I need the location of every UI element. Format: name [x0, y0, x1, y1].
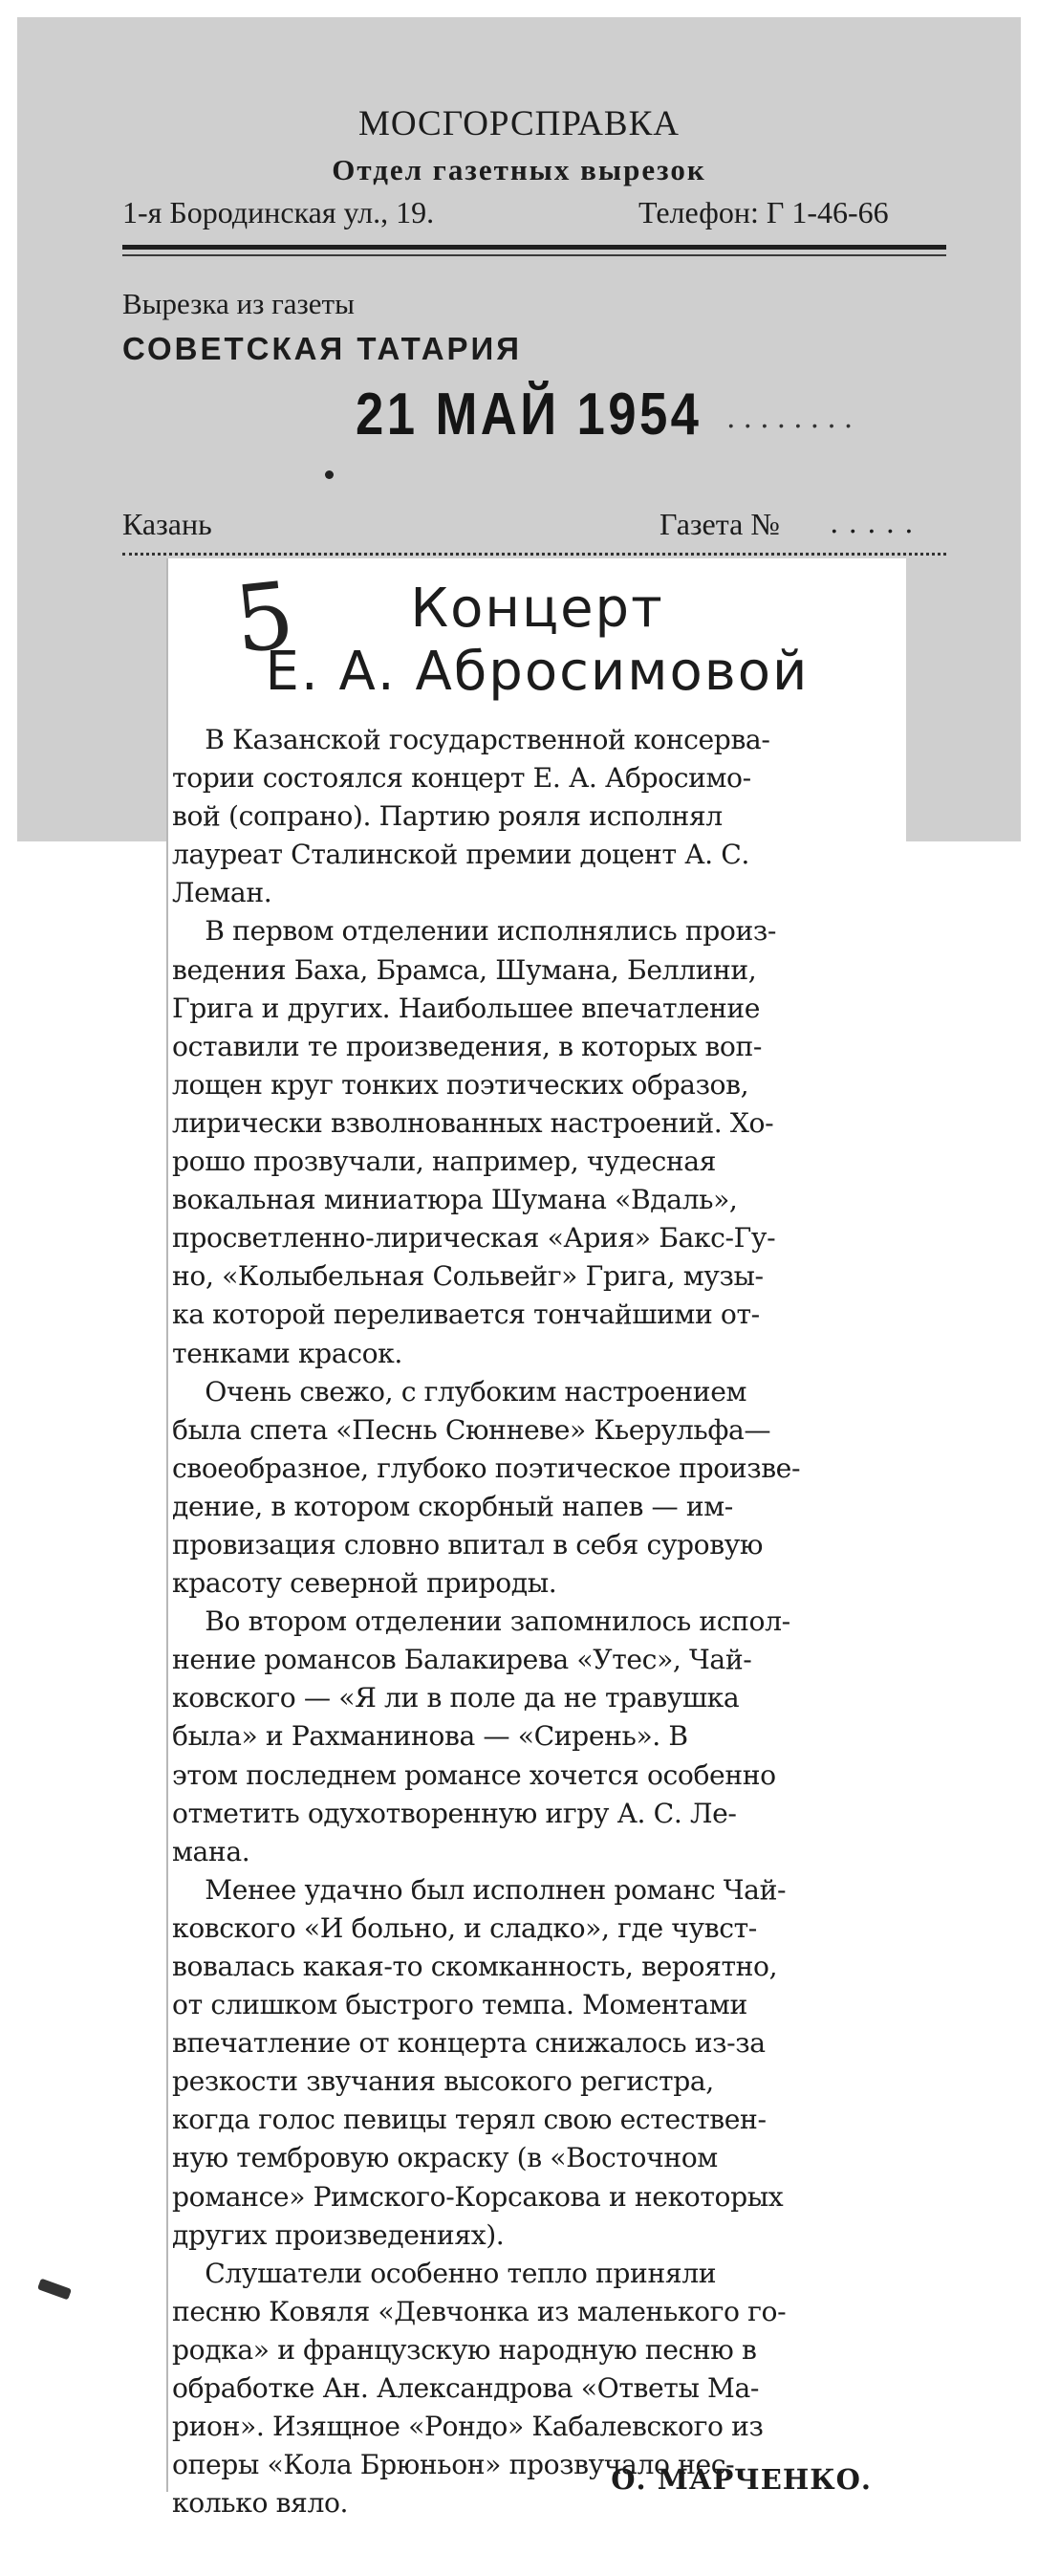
- article-line: лауреат Сталинской премии доцент А. С.: [172, 839, 749, 871]
- article-line: отметить одухотворенную игру А. С. Ле-: [172, 1797, 737, 1829]
- handwritten-clip-number: 5: [229, 561, 299, 674]
- article-line: лощен круг тонких поэтических образов,: [172, 1068, 749, 1101]
- article-line: тории состоялся концерт Е. А. Абросимо-: [172, 762, 751, 795]
- stamp-department: Отдел газетных вырезок: [332, 153, 706, 186]
- stamp-bottom-dotted-rule: [122, 553, 946, 556]
- article-line: дение, в котором скорбный напев — им-: [172, 1490, 733, 1522]
- stamp-cut-from-label: Вырезка из газеты: [122, 287, 355, 320]
- article-line: ную тембровую окраску (в «Восточном: [172, 2142, 718, 2174]
- article-line: но, «Колыбельная Сольвейг» Грига, музы-: [172, 1260, 764, 1293]
- article-line: Очень свежо, с глубоким настроением: [172, 1375, 747, 1408]
- stamp-gazeta-number-label: Газета №: [660, 507, 780, 541]
- article-title-line-1: Концерт: [410, 578, 664, 640]
- article-line: Слушатели особенно тепло приняли: [172, 2257, 717, 2289]
- stamp-newspaper-name: СОВЕТСКАЯ ТАТАРИЯ: [122, 331, 522, 366]
- article-line: вокальная миниатюра Шумана «Вдаль»,: [172, 1184, 738, 1216]
- article-line: обработке Ан. Александрова «Ответы Ма-: [172, 2372, 760, 2405]
- article-line: ведения Баха, Брамса, Шумана, Беллини,: [172, 953, 757, 986]
- stamp-gazeta-dots: .....: [830, 507, 923, 540]
- article-line: резкости звучания высокого регистра,: [172, 2065, 714, 2098]
- article-line: колько вяло.: [172, 2487, 349, 2520]
- article-line: красоту северной природы.: [172, 1567, 557, 1600]
- article-line: когда голос певицы терял свою естествен-: [172, 2104, 767, 2136]
- article-line: Менее удачно был исполнен романс Чай-: [172, 1873, 787, 1906]
- article-line: тенками красок.: [172, 1337, 402, 1369]
- stamp-divider: [122, 245, 946, 250]
- stamp-date-dots: ........: [726, 402, 861, 435]
- article-line: нение романсов Балакирева «Утес», Чай-: [172, 1644, 752, 1676]
- article-line: рошо прозвучали, например, чудесная: [172, 1146, 717, 1178]
- article-line: оперы «Кола Брюньон» прозвучало нес-: [172, 2449, 735, 2481]
- article-line: впечатление от концерта снижалось из-за: [172, 2027, 766, 2060]
- article-line: рион». Изящное «Рондо» Кабалевского из: [172, 2411, 764, 2443]
- article-line: песню Ковяля «Девчонка из маленького го-: [172, 2295, 787, 2327]
- article-body: [172, 721, 897, 2522]
- newspaper-clipping: [166, 558, 906, 2520]
- article-line: ковского — «Я ли в поле да не травушка: [172, 1682, 740, 1714]
- article-line: ка которой переливается тончайшими от-: [172, 1299, 760, 1331]
- article-line: В Казанской государственной консерва-: [172, 724, 770, 755]
- article-line: была спета «Песнь Сюнневе» Кьерульфа—: [172, 1413, 771, 1446]
- article-line: В первом отделении исполнялись произ-: [172, 915, 776, 948]
- article-line: от слишком быстрого темпа. Моментами: [172, 1989, 747, 2021]
- article-line: мана.: [172, 1835, 250, 1867]
- stamp-organization: МОСГОРСПРАВКА: [357, 104, 680, 143]
- article-title-line-2: Е. А. Абросимовой: [265, 641, 810, 703]
- article-line: лирически взволнованных настроений. Хо-: [172, 1106, 774, 1139]
- article-line: вовалась какая-то скомканность, вероятно,: [172, 1951, 778, 1982]
- article-line: родка» и французскую народную песню в: [172, 2333, 757, 2366]
- stamp-divider-thin: [122, 254, 946, 256]
- article-line: других произведениях).: [172, 2218, 505, 2251]
- article-line: этом последнем романсе хочется особенно: [172, 1758, 776, 1791]
- stamp-address: 1-я Бородинская ул., 19.: [122, 195, 435, 229]
- article-line: Грига и других. Наибольшее впечатление: [172, 992, 761, 1024]
- article-line: ковского «И больно, и сладко», где чувст-: [172, 1911, 757, 1944]
- article-line: оставили те произведения, в которых воп-: [172, 1030, 762, 1062]
- ink-speck: [37, 2279, 72, 2301]
- article-line: просветленно-лирическая «Ария» Бакс-Гу-: [172, 1222, 776, 1255]
- stamp-phone: Телефон: Г 1-46-66: [638, 195, 889, 229]
- article-line: Во втором отделении запомнилось испол-: [172, 1605, 790, 1638]
- stamp-city: Казань: [122, 507, 212, 541]
- article-signature: О. МАРЧЕНКО.: [611, 2463, 872, 2496]
- article-line: вой (сопрано). Партию рояля исполнял: [172, 800, 723, 833]
- ink-dot: [325, 470, 334, 479]
- article-line: была» и Рахманинова — «Сирень». В: [172, 1720, 688, 1753]
- article-line: Леман.: [172, 877, 272, 909]
- article-line: романсе» Римского-Корсакова и некоторых: [172, 2180, 784, 2213]
- stamp-date: 21 МАЙ 1954: [356, 382, 703, 448]
- article-line: своеобразное, глубоко поэтическое произве-: [172, 1452, 801, 1484]
- article-line: провизация словно впитал в себя суровую: [172, 1528, 764, 1561]
